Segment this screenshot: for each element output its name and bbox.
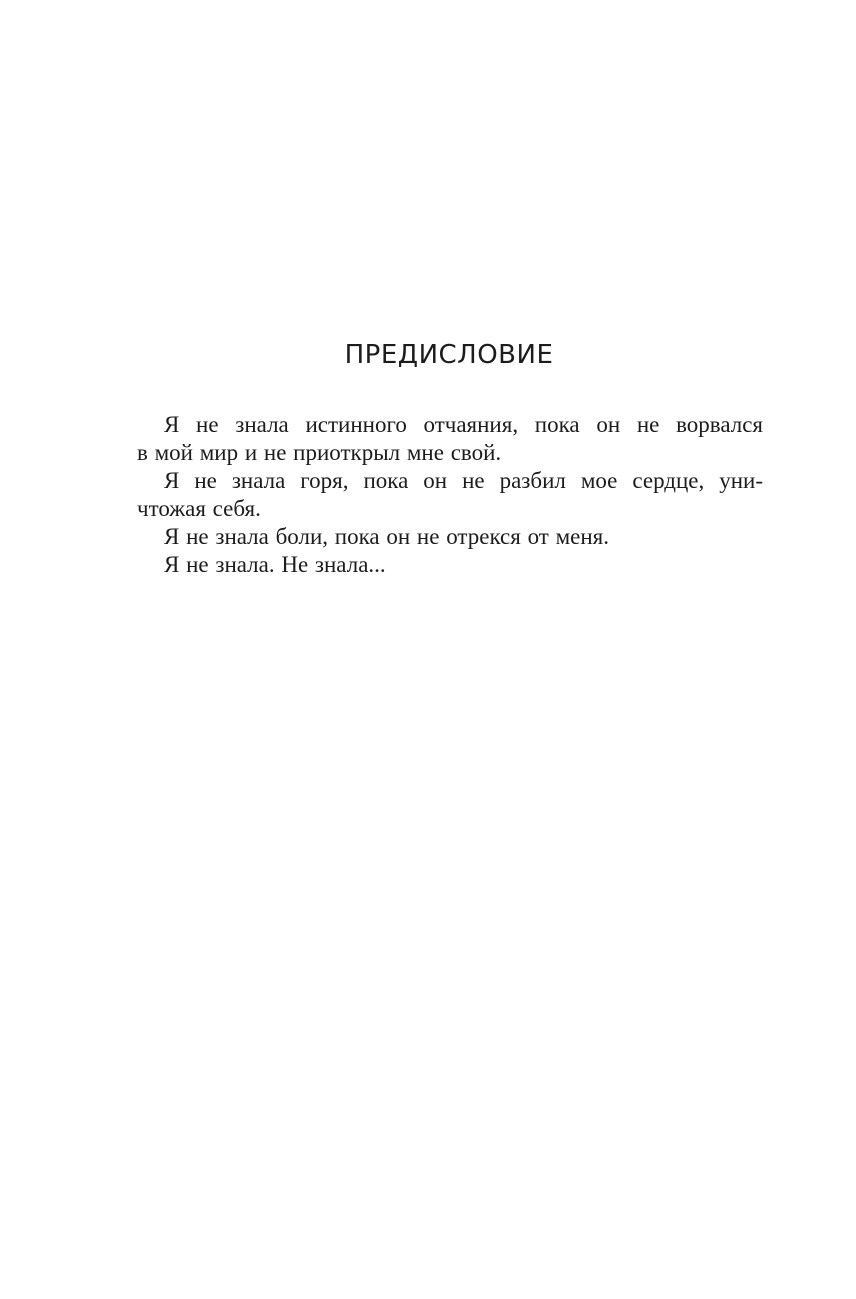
text-line: чтожая себя. <box>137 496 261 521</box>
body-text <box>137 411 763 579</box>
text-line: Я не знала истинного отчаяния, пока он не ворвался <box>164 412 763 437</box>
chapter-heading: ПРЕДИСЛОВИЕ <box>344 340 554 370</box>
text-line: Я не знала боли, пока он не отрекся от меня. <box>164 524 609 549</box>
paragraph <box>137 467 763 523</box>
text-line: Я не знала горя, пока он не разбил мое сердце, уни- <box>164 468 763 493</box>
text-line: Я не знала. Не знала... <box>164 552 386 577</box>
paragraph <box>137 411 763 467</box>
paragraph <box>137 551 763 579</box>
paragraph <box>137 523 763 551</box>
text-line: в мой мир и не приоткрыл мне свой. <box>137 440 502 465</box>
